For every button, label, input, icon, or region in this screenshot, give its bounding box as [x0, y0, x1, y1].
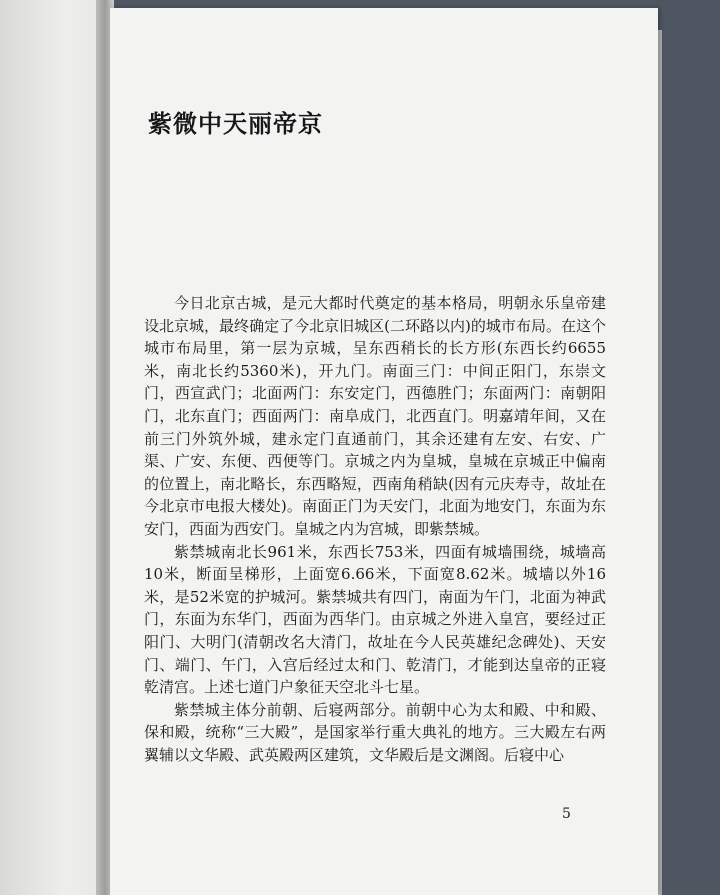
paragraph-3: 紫禁城主体分前朝、后寝两部分。前朝中心为太和殿、中和殿、保和殿，统称“三大殿”，是国家举行重大典礼的地方。三大殿左右两翼辅以文华殿、武英殿两区建筑，文华殿后是文渊阁。后寝中心 — [144, 700, 606, 764]
left-page — [0, 0, 110, 895]
body-text — [144, 292, 606, 766]
page-number: 5 — [562, 806, 571, 822]
paragraph-2: 紫禁城南北长961米，东西长753米，四面有城墙围绕，城墙高10米，断面呈梯形，上面宽6.66米，下面宽8.62米。城墙以外16米，是52米宽的护城河。紫禁城共有四门，南面为午门，北面为神武门，东面为东华门，西面为西华门。由京城之外进入皇宫，要经过正阳门、大明门(清朝改名大清门，故址在今人民英雄纪念碑处)、天安门、端门、午门，入宫后经过太和门、乾清门，才能到达皇帝的正寝乾清宫。上述七道门户象征天空北斗七星。 — [144, 542, 606, 697]
paragraph-1: 今日北京古城，是元大都时代奠定的基本格局，明朝永乐皇帝建设北京城，最终确定了今北京旧城区(二环路以内)的城市布局。在这个城市布局里，第一层为京城，呈东西稍长的长方形(东西长约6655米，南北长约5360米)，开九门。南面三门：中间正阳门，东崇文门，西宣武门；北面两门：东安定门，西德胜门；东面两门：南朝阳门，北东直门；西面两门：南阜成门，北西直门。明嘉靖年间，又在前三门外筑外城，建永定门直通前门，其余还建有左安、右安、广渠、广安、东便、西便等门。京城之内为皇城，皇城在京城正中偏南的位置上，南北略长，东西略短，西南角稍缺(因有元庆寿寺，故址在今北京市电报大楼处)。南面正门为天安门，北面为地安门，东面为东安门，西面为西安门。皇城之内为宫城，即紫禁城。 — [144, 294, 606, 538]
chapter-title: 紫微中天丽帝京 — [148, 110, 323, 138]
